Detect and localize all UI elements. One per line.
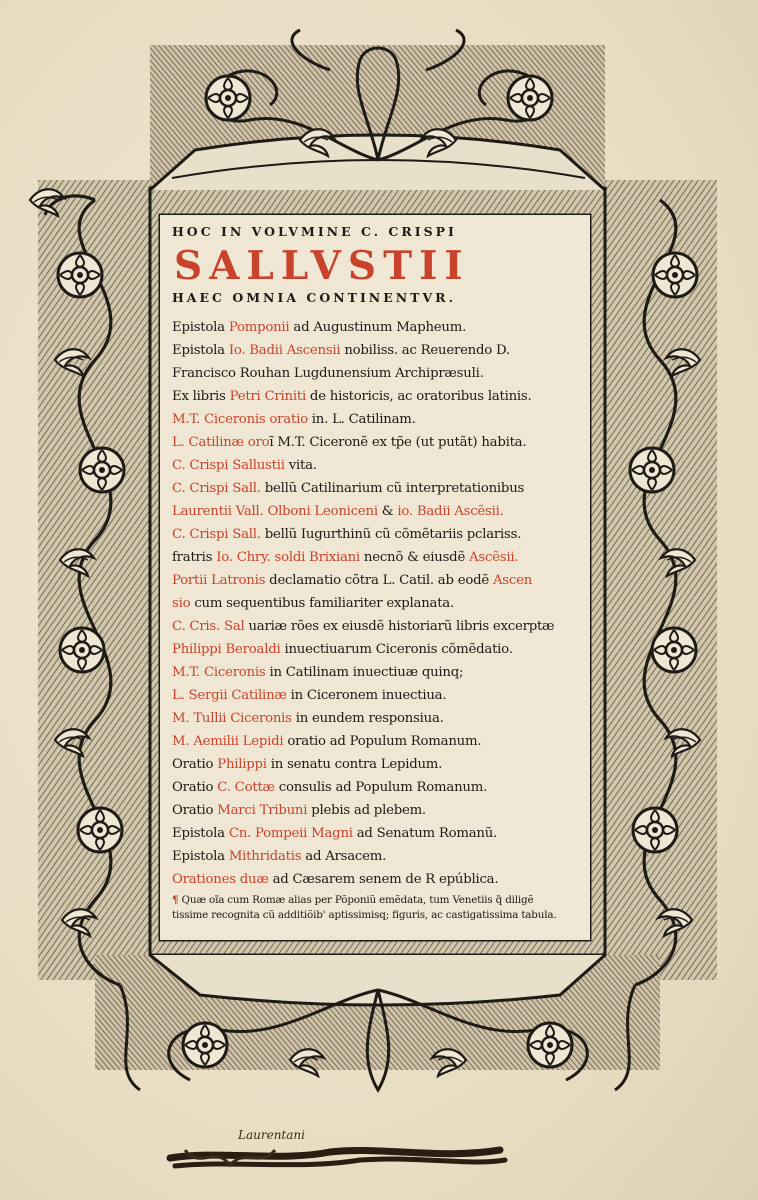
entry-text: Oratio [172,780,218,795]
contents-entry [172,638,586,661]
entry-text: cum sequentibus familiariter explanata. [190,596,454,611]
rubric-text: M. Tullii Ciceronis [172,711,292,726]
contents-entry [172,523,586,546]
entry-text: ad Arsacem. [301,849,387,864]
entry-text: de historicis, ac oratoribus latinis. [305,389,532,404]
entry-text: in. L. Catilinam. [307,412,416,427]
entry-text: fratris [172,550,217,565]
contents-entry [172,339,586,362]
contents-entry [172,316,586,339]
contents-entry [172,362,586,385]
main-title: SALLVSTII [174,243,470,289]
entry-text: ad Cæsarem senem de R epública. [268,872,499,887]
entry-text: vita. [284,458,317,473]
contents-entry [172,385,586,408]
entry-text: & [377,504,398,519]
entry-text: declamatio cõtra L. Catil. ab eodẽ [265,573,493,588]
rubric-text: C. Crispi Sallustii [172,458,285,473]
rubric-text: Mithridatis [228,849,302,864]
rubric-text: M.T. Ciceronis oratio [172,412,308,427]
contents-entry [172,730,586,753]
rubric-text: Orationes duæ [172,872,269,887]
rubric-text: Pomponii [228,320,290,335]
entry-text: in senatu contra Lepidum. [266,757,443,772]
entry-text: ĩ M.T. Ciceronẽ ex tp̃e (ut putãt) habita. [269,435,527,450]
contents-entry [172,454,586,477]
entry-text: plebis ad plebem. [307,803,426,818]
entry-text: ad Augustinum Mapheum. [289,320,467,335]
contents-entry [172,822,586,845]
rubric-text: Philippi [217,757,267,772]
manuscript-note: Laurentani [238,1128,305,1142]
rubric-text: C. Crispi Sall. [172,527,261,542]
colophon-line-2: tissime recognita cũ additiõib' aptissimisq; figuris, ac castigatissima tabula. [172,908,557,921]
rubric-text: L. Sergii Catilinæ [172,688,287,703]
ownership-inscription-struck [170,1150,505,1166]
rubric-text: sio [172,596,191,611]
title-line-1: HOC IN VOLVMINE C. CRISPI [172,224,457,239]
entry-text: Epistola [172,826,229,841]
rubric-text: Cn. Pompeii Magni [228,826,353,841]
rubric-text: io. Badii Ascẽsii. [397,504,504,519]
colophon [172,893,586,922]
entry-text: necnõ & eiusdẽ [359,550,470,565]
rubric-text: Marci Tribuni [217,803,308,818]
entry-text: nobiliss. ac Reuerendo D. [340,343,510,358]
contents-entry [172,753,586,776]
contents-entry [172,408,586,431]
rubric-text: Philippi Beroaldi [172,642,281,657]
colophon-line-1 [172,893,586,908]
entry-text: in Ciceronem inuectiua. [286,688,447,703]
entry-text: Epistola [172,849,229,864]
rubric-text: M.T. Ciceronis [172,665,266,680]
rubric-text: Io. Chry. soldi Brixiani [216,550,360,565]
contents-entry [172,868,586,891]
contents-entry [172,707,586,730]
entry-text: Francisco Rouhan Lugdunensium Archipræsuli. [172,366,484,381]
entry-text: Oratio [172,803,218,818]
contents-entry [172,546,586,569]
entry-text: in Catilinam inuectiuæ quinq; [265,665,464,680]
contents-list [172,316,586,922]
entry-text: in eundem responsiua. [291,711,444,726]
rubric-text: Ascẽsii. [469,550,519,565]
rubric-text: Petri Criniti [229,389,306,404]
colophon-text-1: Quæ oĩa cum Romæ alias per Põponiũ emẽdata, tum Venetiis q̃ diligẽ [181,894,534,906]
contents-entry [172,477,586,500]
rubric-text: C. Cris. Sal [172,619,245,634]
rubric-text: Io. Badii Ascensii [228,343,341,358]
contents-entry [172,661,586,684]
contents-entry [172,500,586,523]
entry-text: bellũ Catilinarium cũ interpretationibus [260,481,525,496]
contents-entry [172,569,586,592]
rubric-text: C. Cottæ [217,780,275,795]
contents-entry [172,799,586,822]
entry-text: bellũ Iugurthinũ cũ cõmẽtariis pclariss. [260,527,522,542]
rubric-text: C. Crispi Sall. [172,481,261,496]
contents-entry [172,615,586,638]
rubric-text: Laurentii Vall. Olboni Leoniceni [172,504,378,519]
title-block [172,224,582,306]
entry-text: Epistola [172,343,229,358]
rubric-text: Portii Latronis [172,573,266,588]
contents-entry [172,431,586,454]
pilcrow-mark: ¶ [172,894,179,906]
contents-entry [172,845,586,868]
entry-text: oratio ad Populum Romanum. [283,734,482,749]
entry-text: uariæ rões ex eiusdẽ historiarũ libris excerptæ [244,619,555,634]
entry-text: ad Senatum Romanũ. [352,826,498,841]
contents-entry [172,776,586,799]
rubric-text: M. Aemilii Lepidi [172,734,284,749]
entry-text: inuectiuarum Ciceronis cõmẽdatio. [280,642,513,657]
entry-text: Ex libris [172,389,230,404]
contents-entry [172,592,586,615]
contents-entry [172,684,586,707]
entry-text: Epistola [172,320,229,335]
entry-text: consulis ad Populum Romanum. [274,780,488,795]
entry-text: Oratio [172,757,218,772]
rubric-text: Ascen [492,573,533,588]
title-line-2: HAEC OMNIA CONTINENTVR. [172,290,456,305]
rubric-text: L. Catilinæ oro [172,435,270,450]
